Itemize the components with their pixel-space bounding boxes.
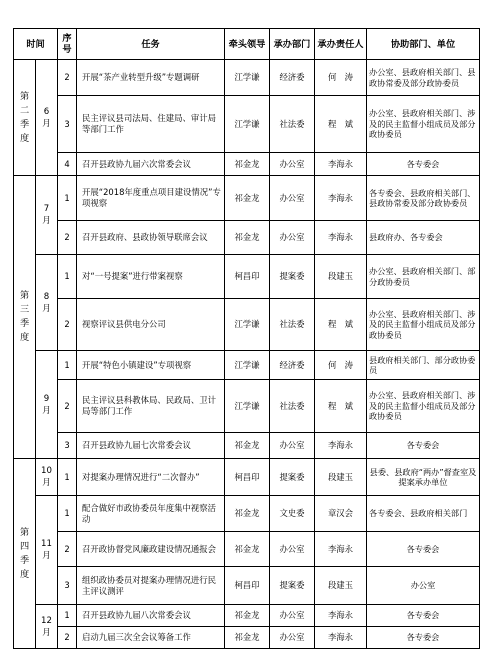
lead-cell: 江学谦	[225, 351, 270, 380]
table-row	[14, 221, 480, 255]
resp-cell: 何 涛	[315, 60, 367, 96]
header-dept: 承办部门	[270, 29, 315, 60]
lead-cell: 祁金龙	[225, 627, 270, 649]
month-cell-6: 6月	[36, 60, 58, 176]
lead-cell: 江学谦	[225, 96, 270, 153]
resp-cell: 李海永	[315, 433, 367, 459]
task-cell: 召开政协督党风廉政建设情况通报会	[77, 532, 225, 567]
resp-cell: 李海永	[315, 532, 367, 567]
table-row	[14, 532, 480, 567]
header-lead: 牵头领导	[225, 29, 270, 60]
month-cell-10: 10月	[36, 459, 58, 496]
resp-cell: 李海永	[315, 221, 367, 255]
task-cell: 组织政协委员对提案办理情况进行民主评议测评	[77, 567, 225, 605]
coop-cell: 县政府相关部门、部分政协委员	[367, 351, 480, 380]
dept-cell: 经济委	[270, 351, 315, 380]
coop-cell: 各专委会、县政府相关部门	[367, 496, 480, 532]
coop-cell: 各专委会、县政府相关部门、县政协常委及部分政协委员	[367, 176, 480, 221]
table-row	[14, 433, 480, 459]
lead-cell: 祁金龙	[225, 176, 270, 221]
resp-cell: 李海永	[315, 153, 367, 176]
seq-cell: 1	[58, 605, 77, 627]
season-cell-q3: 第三季度	[14, 176, 36, 459]
coop-cell: 各专委会	[367, 153, 480, 176]
task-cell: 开展“特色小镇建设”专项视察	[77, 351, 225, 380]
table-row	[14, 60, 480, 96]
task-cell: 配合做好市政协委员年度集中视察活动	[77, 496, 225, 532]
seq-cell: 1	[58, 176, 77, 221]
month-cell-8: 8月	[36, 255, 58, 351]
header-seq: 序号	[58, 29, 77, 60]
task-cell: 视察评议县供电分公司	[77, 299, 225, 351]
seq-cell: 2	[58, 627, 77, 649]
dept-cell: 办公室	[270, 433, 315, 459]
resp-cell: 段建玉	[315, 459, 367, 496]
table-row	[14, 459, 480, 496]
dept-cell: 经济委	[270, 60, 315, 96]
header-task: 任务	[77, 29, 225, 60]
month-cell-11: 11月	[36, 496, 58, 605]
coop-cell: 办公室、县政府相关部门、涉及的民主监督小组成员及部分政协委员	[367, 299, 480, 351]
lead-cell: 柯昌印	[225, 459, 270, 496]
lead-cell: 祁金龙	[225, 433, 270, 459]
month-cell-12: 12月	[36, 605, 58, 649]
seq-cell: 3	[58, 96, 77, 153]
coop-cell: 各专委会	[367, 627, 480, 649]
dept-cell: 办公室	[270, 221, 315, 255]
work-schedule-table	[13, 28, 480, 649]
month-cell-7: 7月	[36, 176, 58, 255]
resp-cell: 程 斌	[315, 299, 367, 351]
seq-cell: 1	[58, 351, 77, 380]
resp-cell: 李海永	[315, 605, 367, 627]
lead-cell: 祁金龙	[225, 496, 270, 532]
table-row	[14, 380, 480, 433]
dept-cell: 社法委	[270, 380, 315, 433]
seq-cell: 1	[58, 459, 77, 496]
task-cell: 开展“茶产业转型升级”专题调研	[77, 60, 225, 96]
table-row	[14, 627, 480, 649]
dept-cell: 办公室	[270, 176, 315, 221]
coop-cell: 县委、县政府“两办”督查室及提案承办单位	[367, 459, 480, 496]
task-cell: 对提案办理情况进行“二次督办”	[77, 459, 225, 496]
coop-cell: 办公室、县政府相关部门、部分政协委员	[367, 255, 480, 299]
table-row	[14, 351, 480, 380]
table-row	[14, 255, 480, 299]
header-coop: 协助部门、单位	[367, 29, 480, 60]
resp-cell: 何 涛	[315, 351, 367, 380]
seq-cell: 3	[58, 567, 77, 605]
resp-cell: 李海永	[315, 627, 367, 649]
lead-cell: 柯昌印	[225, 255, 270, 299]
dept-cell: 文史委	[270, 496, 315, 532]
lead-cell: 江学谦	[225, 299, 270, 351]
dept-cell: 办公室	[270, 153, 315, 176]
table-row	[14, 567, 480, 605]
dept-cell: 办公室	[270, 532, 315, 567]
task-cell: 召开县政协九届八次常委会议	[77, 605, 225, 627]
seq-cell: 2	[58, 221, 77, 255]
dept-cell: 提案委	[270, 567, 315, 605]
table-row	[14, 176, 480, 221]
task-cell: 民主评议县科教体局、民政局、卫计局等部门工作	[77, 380, 225, 433]
dept-cell: 提案委	[270, 255, 315, 299]
coop-cell: 县政府办、各专委会	[367, 221, 480, 255]
lead-cell: 祁金龙	[225, 532, 270, 567]
lead-cell: 祁金龙	[225, 153, 270, 176]
coop-cell: 办公室、县政府相关部门、涉及的民主监督小组成员及部分政协委员	[367, 380, 480, 433]
task-cell: 民主评议县司法局、住建局、审计局等部门工作	[77, 96, 225, 153]
lead-cell: 祁金龙	[225, 605, 270, 627]
lead-cell: 江学谦	[225, 380, 270, 433]
table-row	[14, 496, 480, 532]
task-cell: 对“一号提案”进行带案视察	[77, 255, 225, 299]
dept-cell: 办公室	[270, 627, 315, 649]
seq-cell: 1	[58, 496, 77, 532]
seq-cell: 2	[58, 532, 77, 567]
table-row	[14, 153, 480, 176]
resp-cell: 程 斌	[315, 380, 367, 433]
lead-cell: 祁金龙	[225, 221, 270, 255]
task-cell: 开展“2018年度重点项目建设情况”专项视察	[77, 176, 225, 221]
task-cell: 召开县政协九届七次常委会议	[77, 433, 225, 459]
seq-cell: 2	[58, 299, 77, 351]
dept-cell: 办公室	[270, 605, 315, 627]
seq-cell: 2	[58, 60, 77, 96]
coop-cell: 办公室	[367, 567, 480, 605]
table-row	[14, 605, 480, 627]
resp-cell: 段建玉	[315, 255, 367, 299]
task-cell: 启动九届三次全会议筹备工作	[77, 627, 225, 649]
resp-cell: 段建玉	[315, 567, 367, 605]
lead-cell: 江学谦	[225, 60, 270, 96]
table-row	[14, 299, 480, 351]
header-period: 时间	[14, 29, 58, 60]
coop-cell: 办公室、县政府相关部门、县政协常委及部分政协委员	[367, 60, 480, 96]
lead-cell: 柯昌印	[225, 567, 270, 605]
resp-cell: 程 斌	[315, 96, 367, 153]
season-cell-q4: 第四季度	[14, 459, 36, 649]
schedule-table-wrapper	[13, 28, 480, 649]
coop-cell: 各专委会	[367, 433, 480, 459]
resp-cell: 李海永	[315, 176, 367, 221]
coop-cell: 各专委会	[367, 605, 480, 627]
table-row	[14, 96, 480, 153]
month-cell-9: 9月	[36, 351, 58, 459]
coop-cell: 办公室、县政府相关部门、涉及的民主监督小组成员及部分政协委员	[367, 96, 480, 153]
seq-cell: 2	[58, 380, 77, 433]
table-header-row	[14, 29, 480, 60]
resp-cell: 章汉会	[315, 496, 367, 532]
dept-cell: 社法委	[270, 96, 315, 153]
season-cell-q2: 第二季度	[14, 60, 36, 176]
seq-cell: 4	[58, 153, 77, 176]
seq-cell: 1	[58, 255, 77, 299]
task-cell: 召开县政协九届六次常委会议	[77, 153, 225, 176]
seq-cell: 3	[58, 433, 77, 459]
dept-cell: 提案委	[270, 459, 315, 496]
task-cell: 召开县政府、县政协领导联席会议	[77, 221, 225, 255]
dept-cell: 社法委	[270, 299, 315, 351]
header-resp: 承办责任人	[315, 29, 367, 60]
coop-cell: 各专委会	[367, 532, 480, 567]
